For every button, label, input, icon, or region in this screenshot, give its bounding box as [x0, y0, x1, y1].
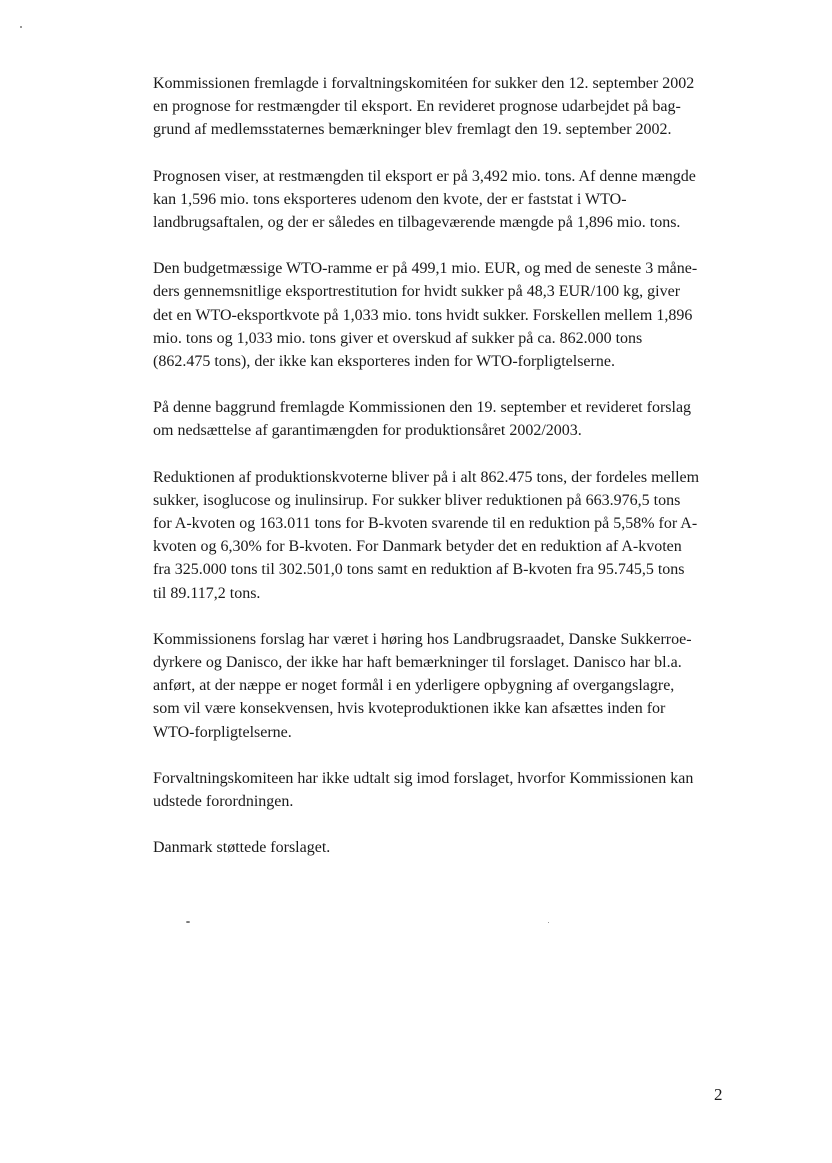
text-line: kan 1,596 mio. tons eksporteres udenom den kvote, der er faststat i WTO-	[153, 190, 627, 208]
text-line: (862.475 tons), der ikke kan eksporteres inden for WTO-forpligtelserne.	[153, 353, 615, 371]
document-body	[153, 72, 733, 882]
paragraph-committee-opinion	[153, 767, 733, 813]
text-line: udstede forordningen.	[153, 793, 294, 811]
text-line: Prognosen viser, at restmængden til eksport er på 3,492 mio. tons. Af denne mængde	[153, 167, 696, 185]
text-line: kvoten og 6,30% for B-kvoten. For Danmark betyder det en reduktion af A-kvoten	[153, 538, 682, 556]
text-line: sukker, isoglucose og inulinsirup. For sukker bliver reduktionen på 663.976,5 tons	[153, 491, 681, 509]
page-number: 2	[714, 1085, 723, 1104]
paragraph-revised-proposal	[153, 396, 733, 442]
scan-speck	[548, 922, 549, 923]
text-line: fra 325.000 tons til 302.501,0 tons samt en reduktion af B-kvoten fra 95.745,5 tons	[153, 561, 685, 579]
text-line: Forvaltningskomiteen har ikke udtalt sig imod forslaget, hvorfor Kommissionen kan	[153, 769, 694, 787]
text-line: det en WTO-eksportkvote på 1,033 mio. tons hvidt sukker. Forskellen mellem 1,896	[153, 306, 693, 324]
text-line: for A-kvoten og 163.011 tons for B-kvoten svarende til en reduktion på 5,58% for A-	[153, 515, 698, 533]
text-line: dyrkere og Danisco, der ikke har haft bemærkninger til forslaget. Danisco har bl.a.	[153, 654, 682, 672]
text-line: Kommissionens forslag har været i høring hos Landbrugsraadet, Danske Sukkerroe-	[153, 630, 692, 648]
paragraph-quota-reduction	[153, 466, 733, 605]
paragraph-consultation	[153, 628, 733, 744]
text-line: Kommissionen fremlagde i forvaltningskomitéen for sukker den 12. september 2002	[153, 75, 695, 92]
text-line: Danmark støttede forslaget.	[153, 839, 331, 857]
text-line: en prognose for restmængder til eksport. En revideret prognose udarbejdet på bag-	[153, 98, 681, 116]
text-line: Reduktionen af produktionskvoterne bliver på i alt 862.475 tons, der fordeles mellem	[153, 468, 700, 486]
paragraph-denmark-position	[153, 836, 733, 859]
text-line: WTO-forpligtelserne.	[153, 723, 292, 741]
text-line: landbrugsaftalen, og der er således en tilbageværende mængde på 1,896 mio. tons.	[153, 214, 681, 232]
paragraph-prognosis-figures	[153, 165, 733, 235]
text-line: grund af medlemsstaternes bemærkninger blev fremlagt den 19. september 2002.	[153, 121, 672, 139]
scan-speck	[20, 26, 22, 28]
text-line: anført, at der næppe er noget formål i en yderligere opbygning af overgangslagre,	[153, 677, 675, 695]
text-line: som vil være konsekvensen, hvis kvoteproduktionen ikke kan afsættes inden for	[153, 700, 666, 718]
paragraph-wto-budget	[153, 257, 733, 373]
paragraph-prognosis-presented	[153, 72, 733, 142]
text-line: På denne baggrund fremlagde Kommissionen den 19. september et revideret forslag	[153, 399, 692, 417]
scan-speck	[186, 921, 190, 923]
text-line: om nedsættelse af garantimængden for produktionsåret 2002/2003.	[153, 422, 582, 440]
text-line: Den budgetmæssige WTO-ramme er på 499,1 mio. EUR, og med de seneste 3 måne-	[153, 260, 698, 278]
text-line: ders gennemsnitlige eksportrestitution for hvidt sukker på 48,3 EUR/100 kg, giver	[153, 283, 681, 301]
text-line: mio. tons og 1,033 mio. tons giver et overskud af sukker på ca. 862.000 tons	[153, 329, 643, 347]
text-line: til 89.117,2 tons.	[153, 584, 261, 602]
